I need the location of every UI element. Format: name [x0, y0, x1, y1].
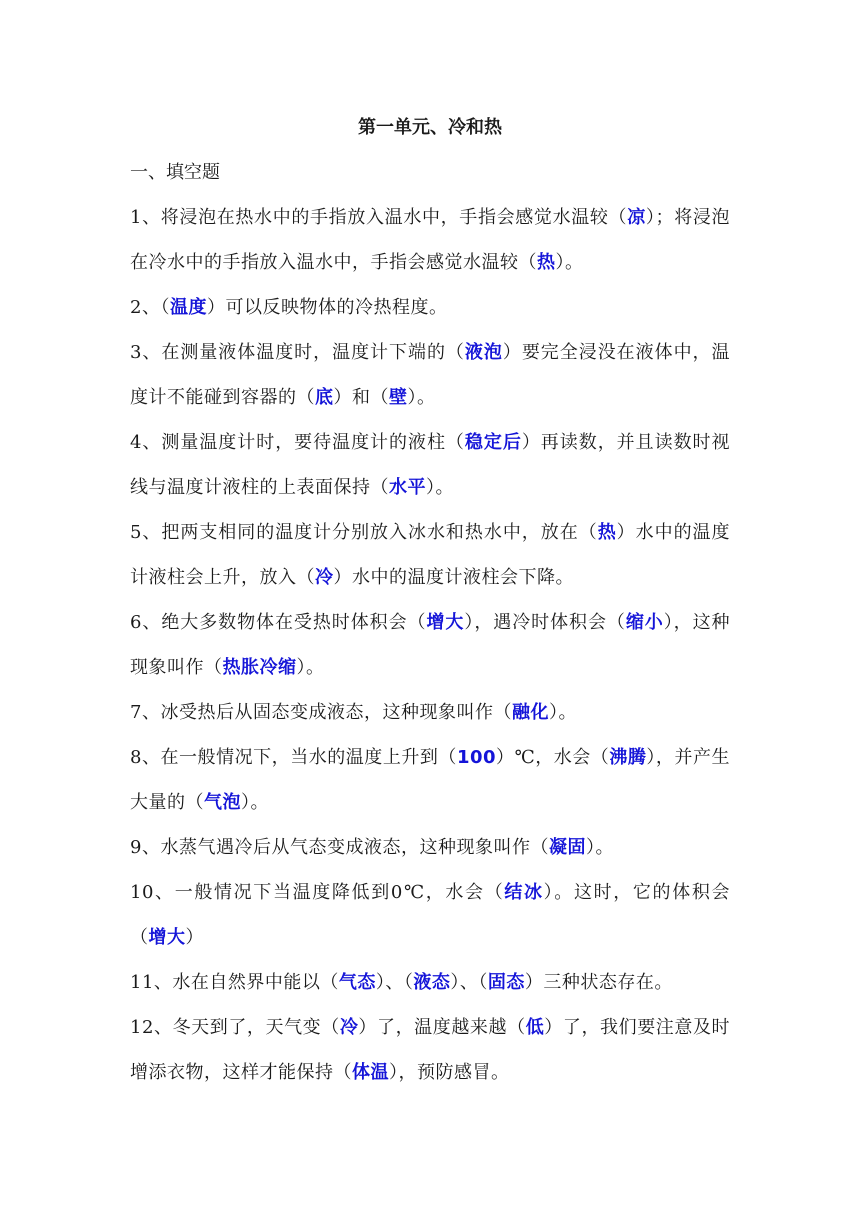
question-text: 5、把两支相同的温度计分别放入冰水和热水中，放在（	[130, 522, 598, 543]
answer-text: 体温	[352, 1062, 389, 1083]
question-text: 11、水在自然界中能以（	[130, 972, 339, 993]
answer-text: 凉	[627, 207, 646, 228]
question-item	[130, 600, 730, 690]
question-text: ）了，温度越来越（	[358, 1017, 526, 1038]
answer-text: 100	[456, 747, 497, 768]
question-text: 7、冰受热后从固态变成液态，这种现象叫作（	[130, 702, 512, 723]
answer-text: 结冰	[504, 882, 544, 903]
question-text: ）	[185, 927, 204, 948]
question-item	[130, 195, 730, 285]
question-item	[130, 420, 730, 510]
question-text: ）。	[407, 387, 436, 408]
question-text: ）再读数，并且读数时视线与温度计液柱的上表面保持（	[130, 432, 731, 498]
answer-text: 水平	[389, 477, 426, 498]
question-text: ）；将浸泡在冷水中的手指放入温水中，手指会感觉水温较（	[130, 207, 731, 273]
question-item	[130, 285, 730, 330]
answer-text: 冷	[339, 1017, 359, 1038]
answer-text: 热	[597, 522, 617, 543]
question-text: ）、（	[375, 972, 414, 993]
question-text: 2、（	[130, 297, 170, 318]
question-text: ）水中的温度计液柱会下降。	[333, 567, 574, 588]
question-text: ）可以反映物体的冷热程度。	[206, 297, 448, 318]
question-item	[130, 690, 730, 735]
question-text: ）。	[585, 837, 614, 858]
question-text: ），这种现象叫作（	[130, 612, 731, 678]
answer-text: 融化	[511, 702, 549, 723]
answer-text: 热胀冷缩	[222, 657, 297, 678]
question-text: ），遇冷时体积会（	[464, 612, 626, 633]
answer-text: 低	[525, 1017, 545, 1038]
answer-text: 气泡	[204, 792, 241, 813]
question-text: ）℃，水会（	[496, 747, 610, 768]
question-text: ）水中的温度计液柱会上升，放入（	[130, 522, 731, 588]
question-item	[130, 510, 730, 600]
answer-text: 增大	[426, 612, 465, 633]
answer-text: 增大	[148, 927, 186, 948]
question-text: 1、将浸泡在热水中的手指放入温水中，手指会感觉水温较（	[130, 207, 628, 228]
question-text: ）。	[296, 657, 325, 678]
question-item	[130, 1005, 730, 1095]
question-item	[130, 825, 730, 870]
answer-text: 液泡	[464, 342, 503, 363]
question-text: ）。	[548, 702, 577, 723]
question-text: ）要完全浸没在液体中，温度计不能碰到容器的（	[130, 342, 731, 408]
answer-text: 凝固	[548, 837, 586, 858]
question-list	[130, 195, 730, 1095]
question-text: 6、绝大多数物体在受热时体积会（	[130, 612, 427, 633]
question-text: 9、水蒸气遇冷后从气态变成液态，这种现象叫作（	[130, 837, 549, 858]
page-title: 第一单元、冷和热	[358, 117, 502, 138]
question-text: 3、在测量液体温度时，温度计下端的（	[130, 342, 465, 363]
question-text: 4、测量温度计时，要待温度计的液柱（	[130, 432, 465, 453]
question-text: 12、冬天到了，天气变（	[130, 1017, 340, 1038]
answer-text: 沸腾	[609, 747, 647, 768]
answer-text: 缩小	[625, 612, 664, 633]
question-text: ）和（	[333, 387, 389, 408]
question-text: ），并产生大量的（	[130, 747, 731, 813]
question-item	[130, 735, 730, 825]
question-text: ）。	[241, 792, 269, 813]
question-text: 8、在一般情况下，当水的温度上升到（	[130, 747, 457, 768]
answer-text: 温度	[169, 297, 207, 318]
question-text: ）三种状态存在。	[524, 972, 673, 993]
question-text: ）、（	[450, 972, 488, 993]
question-text: ）了，我们要注意及时增添衣物，这样才能保持（	[130, 1017, 731, 1083]
answer-text: 稳定后	[464, 432, 522, 453]
answer-text: 热	[537, 252, 556, 273]
document-page	[130, 105, 730, 1095]
answer-text: 冷	[315, 567, 334, 588]
question-item	[130, 330, 730, 420]
question-text: ）。	[555, 252, 584, 273]
answer-text: 底	[315, 387, 334, 408]
question-item	[130, 870, 730, 960]
question-text: 10、一般情况下当温度降低到0℃，水会（	[130, 882, 505, 903]
question-text: ）。	[426, 477, 454, 498]
question-text: ）。这时，它的体积会（	[130, 882, 731, 948]
section-heading: 一、填空题	[130, 162, 220, 183]
answer-text: 气态	[338, 972, 376, 993]
answer-text: 壁	[389, 387, 408, 408]
answer-text: 液态	[413, 972, 451, 993]
question-text: ），预防感冒。	[389, 1062, 510, 1083]
answer-text: 固态	[487, 972, 525, 993]
question-item	[130, 960, 730, 1005]
